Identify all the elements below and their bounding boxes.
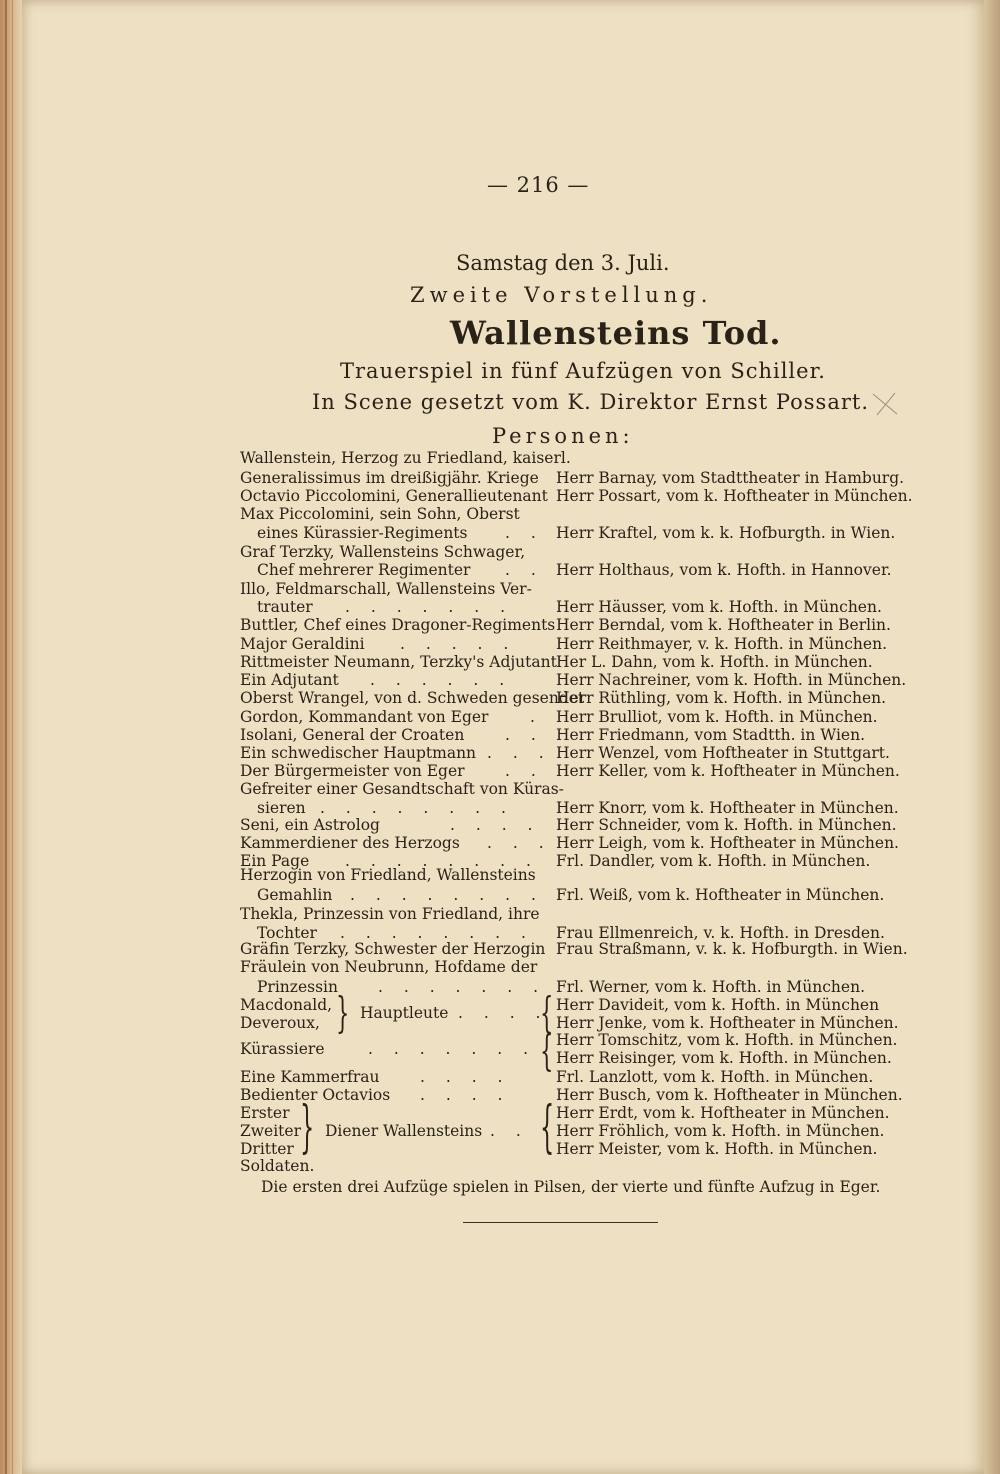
cast-role: Gräfin Terzky, Schwester der Herzogin xyxy=(240,940,546,958)
closing-rule xyxy=(463,1222,658,1223)
book-gutter-edge xyxy=(0,0,22,1474)
brace: { xyxy=(540,1026,554,1075)
leader-dots: . . xyxy=(505,561,544,579)
cast-actor: Herr Knorr, vom k. Hoftheater in München. xyxy=(556,799,899,817)
cast-actor: Herr Fröhlich, vom k. Hofth. in München. xyxy=(556,1122,885,1140)
leader-dots: . xyxy=(530,708,543,726)
leader-dots: . . . . . . xyxy=(370,671,513,689)
pencil-mark xyxy=(871,390,901,418)
cast-actor: Herr Nachreiner, vom k. Hofth. in München. xyxy=(556,671,907,689)
cast-actor: Her L. Dahn, vom k. Hofth. in München. xyxy=(556,653,873,671)
cast-actor: Herr Friedmann, vom Stadtth. in Wien. xyxy=(556,726,865,744)
cast-actor: Herr Busch, vom k. Hoftheater in München. xyxy=(556,1086,903,1104)
leader-dots: . . xyxy=(505,762,544,780)
cast-role: Chef mehrerer Regimenter xyxy=(257,561,471,579)
cast-role: Herzogin von Friedland, Wallensteins xyxy=(240,866,536,884)
cast-actor: Frau Ellmenreich, v. k. Hofth. in Dresden. xyxy=(556,924,885,942)
cast-role: Gefreiter einer Gesandtschaft von Küras- xyxy=(240,780,564,798)
cast-role: Kürassiere xyxy=(240,1040,325,1058)
cast-role: Ein Adjutant xyxy=(240,671,339,689)
cast-role: Prinzessin xyxy=(257,978,338,996)
cast-actor: Frl. Weiß, vom k. Hoftheater in München. xyxy=(556,886,885,904)
cast-role: Kammerdiener des Herzogs xyxy=(240,834,460,852)
cast-group-label: Hauptleute xyxy=(360,1004,449,1022)
cast-role: Thekla, Prinzessin von Friedland, ihre xyxy=(240,905,540,923)
cast-role: Rittmeister Neumann, Terzky's Adjutant xyxy=(240,653,557,671)
leader-dots: . . . . xyxy=(420,1068,511,1086)
cast-role: eines Kürassier-Regiments xyxy=(257,524,468,542)
cast-role: Zweiter xyxy=(240,1122,301,1140)
cast-role: Erster xyxy=(240,1104,290,1122)
cast-role: Gordon, Kommandant von Eger xyxy=(240,708,489,726)
cast-group-label: Diener Wallensteins xyxy=(325,1122,483,1140)
cast-role: Macdonald, xyxy=(240,996,333,1014)
leader-dots: . . . . . xyxy=(400,635,517,653)
leader-dots: . . . . . . . xyxy=(345,598,514,616)
cast-actor: Herr Rüthling, vom k. Hofth. in München. xyxy=(556,689,887,707)
cast-role: Buttler, Chef eines Dragoner-Regiments xyxy=(240,616,556,634)
cast-role: trauter xyxy=(257,598,313,616)
leader-dots: . . . . xyxy=(458,1004,549,1022)
cast-role: Bedienter Octavios xyxy=(240,1086,391,1104)
cast-role: Octavio Piccolomini, Generallieutenant xyxy=(240,487,548,505)
play-subtitle: Trauerspiel in fünf Aufzügen von Schiller. xyxy=(340,359,826,383)
leader-dots: . . . . xyxy=(450,816,541,834)
cast-role: Oberst Wrangel, von d. Schweden gesendet xyxy=(240,689,585,707)
brace: { xyxy=(540,1095,555,1160)
cast-actor: Herr Davideit, vom k. Hofth. in München xyxy=(556,996,880,1014)
cast-actor: Herr Keller, vom k. Hoftheater in München. xyxy=(556,762,900,780)
cast-role: Illo, Feldmarschall, Wallensteins Ver- xyxy=(240,580,532,598)
cast-role: Isolani, General der Croaten xyxy=(240,726,465,744)
cast-role: Eine Kammerfrau xyxy=(240,1068,380,1086)
cast-role: Tochter xyxy=(257,924,317,942)
cast-actor: Herr Reisinger, vom k. Hofth. in München. xyxy=(556,1049,892,1067)
page-number: — 216 — xyxy=(487,173,590,197)
cast-actor: Herr Barnay, vom Stadttheater in Hamburg. xyxy=(556,469,905,487)
leader-dots: . . . xyxy=(487,834,552,852)
leader-dots: . . xyxy=(505,726,544,744)
leader-dots: . . xyxy=(505,524,544,542)
leader-dots: . . . . . . . . xyxy=(320,799,514,817)
cast-role: Deveroux, xyxy=(240,1014,320,1032)
cast-actor: Herr Holthaus, vom k. Hofth. in Hannover. xyxy=(556,561,892,579)
leader-dots: . . . . . . . xyxy=(368,1040,537,1058)
stage-direction-credit: In Scene gesetzt vom K. Direktor Ernst Possart. xyxy=(312,390,869,414)
cast-actor: Herr Wenzel, vom Hoftheater in Stuttgart. xyxy=(556,744,890,762)
cast-actor: Herr Tomschitz, vom k. Hofth. in München. xyxy=(556,1031,898,1049)
cast-actor: Herr Kraftel, vom k. k. Hofburgth. in Wien. xyxy=(556,524,896,542)
cast-role: Generalissimus im dreißigjähr. Kriege xyxy=(240,469,539,487)
leader-dots: . . xyxy=(490,1122,529,1140)
cast-role: Major Geraldini xyxy=(240,635,365,653)
cast-actor: Herr Meister, vom k. Hofth. in München. xyxy=(556,1140,878,1158)
cast-actor: Frl. Werner, vom k. Hofth. in München. xyxy=(556,978,866,996)
cast-role: Ein Page xyxy=(240,852,310,870)
leader-dots: . . . . . . . . xyxy=(350,886,544,904)
cast-role: Seni, ein Astrolog xyxy=(240,816,380,834)
page-edge-right xyxy=(984,0,1000,1474)
cast-actor: Herr Possart, vom k. Hoftheater in München. xyxy=(556,487,913,505)
setting-note: Die ersten drei Aufzüge spielen in Pilsen, der vierte und fünfte Aufzug in Eger. xyxy=(261,1178,881,1196)
cast-actor: Frl. Dandler, vom k. Hofth. in München. xyxy=(556,852,871,870)
brace: { xyxy=(540,988,554,1037)
cast-role: sieren xyxy=(257,799,306,817)
cast-role: Graf Terzky, Wallensteins Schwager, xyxy=(240,543,526,561)
cast-actor: Herr Reithmayer, v. k. Hofth. in München. xyxy=(556,635,887,653)
leader-dots: . . . . . . . . xyxy=(345,852,539,870)
cast-role: Ein schwedischer Hauptmann xyxy=(240,744,477,762)
leader-dots: . . . xyxy=(487,744,552,762)
cast-role: Soldaten. xyxy=(240,1157,315,1175)
cast-actor: Herr Brulliot, vom k. Hofth. in München. xyxy=(556,708,878,726)
cast-role: Gemahlin xyxy=(257,886,333,904)
cast-actor: Herr Häusser, vom k. Hofth. in München. xyxy=(556,598,882,616)
cast-actor: Herr Schneider, vom k. Hofth. in München. xyxy=(556,816,897,834)
cast-role: Wallenstein, Herzog zu Friedland, kaiserl. xyxy=(240,449,571,467)
performance-date: Samstag den 3. Juli. xyxy=(456,251,670,275)
cast-role: Max Piccolomini, sein Sohn, Oberst xyxy=(240,505,520,523)
cast-actor: Herr Berndal, vom k. Hoftheater in Berlin. xyxy=(556,616,891,634)
brace: } xyxy=(300,1095,315,1160)
leader-dots: . . . . . . . xyxy=(378,978,547,996)
persons-heading: Personen: xyxy=(492,424,634,448)
cast-actor: Frau Straßmann, v. k. k. Hofburgth. in Wien. xyxy=(556,940,908,958)
cast-role: Dritter xyxy=(240,1140,294,1158)
play-title: Wallensteins Tod. xyxy=(450,314,782,352)
cast-actor: Herr Jenke, vom k. Hoftheater in München. xyxy=(556,1014,899,1032)
brace: } xyxy=(336,988,350,1037)
performance-number: Zweite Vorstellung. xyxy=(410,283,713,307)
leader-dots: . . . . . . . . xyxy=(340,924,534,942)
cast-role: Fräulein von Neubrunn, Hofdame der xyxy=(240,958,538,976)
leader-dots: . . . . xyxy=(420,1086,511,1104)
cast-actor: Herr Leigh, vom k. Hoftheater in München. xyxy=(556,834,899,852)
cast-actor: Herr Erdt, vom k. Hoftheater in München. xyxy=(556,1104,890,1122)
cast-actor: Frl. Lanzlott, vom k. Hofth. in München. xyxy=(556,1068,874,1086)
cast-role: Der Bürgermeister von Eger xyxy=(240,762,465,780)
